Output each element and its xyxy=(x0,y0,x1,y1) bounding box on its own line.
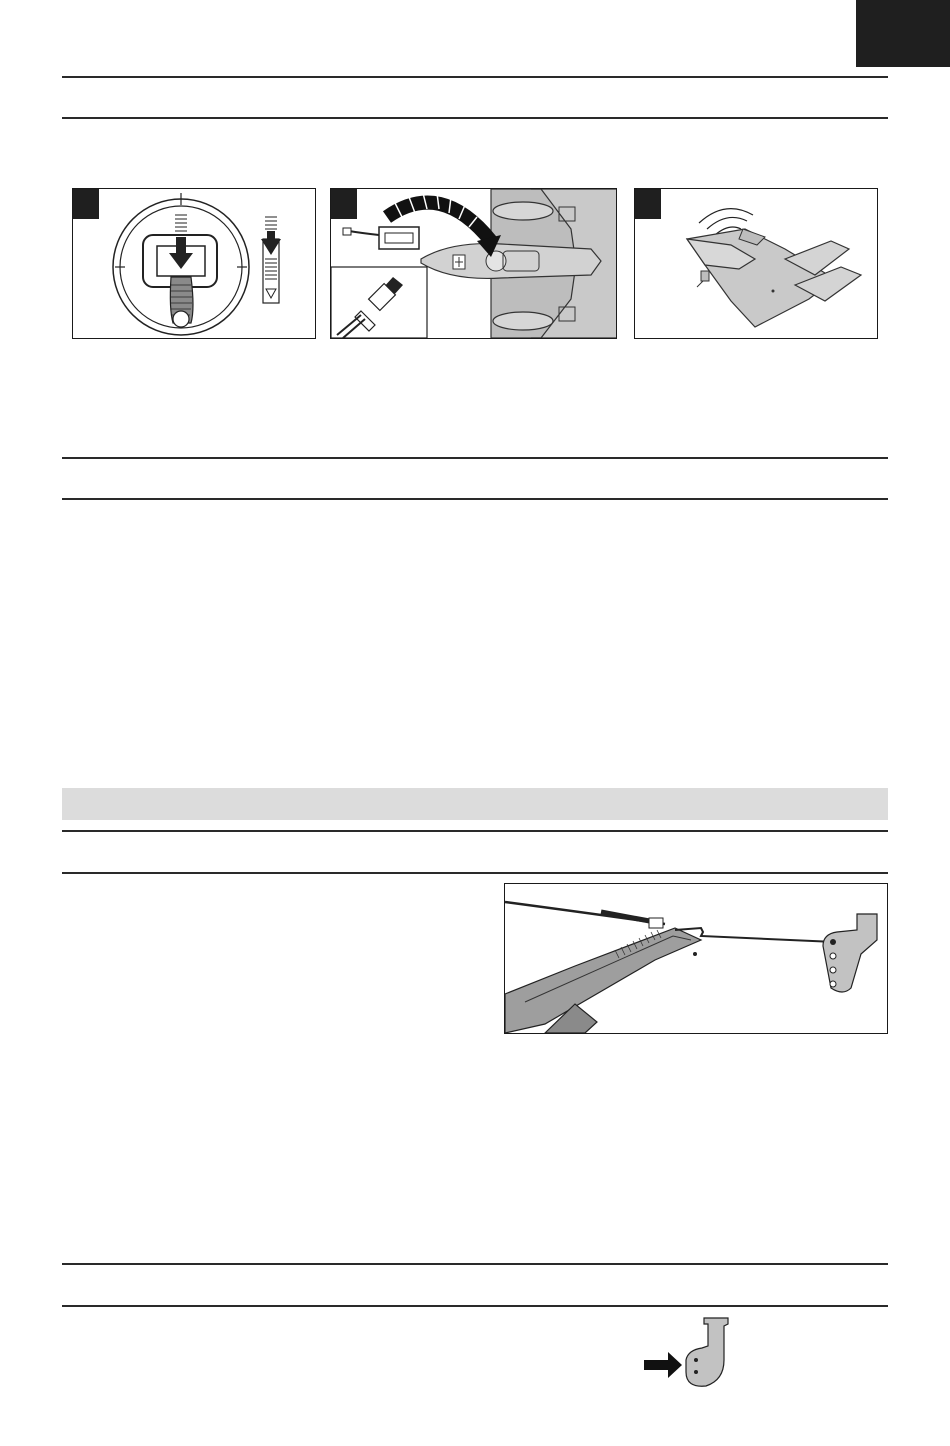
throttle-stick-down-icon xyxy=(73,189,315,338)
battery-install-icon xyxy=(331,189,616,338)
bind-aircraft-panel xyxy=(634,188,878,339)
section-band xyxy=(62,788,888,820)
section-rule-3-bottom xyxy=(62,872,888,874)
section-rule-4-bottom xyxy=(62,1305,888,1307)
section-rule-1-bottom xyxy=(62,117,888,119)
section-tab xyxy=(856,0,950,67)
section-rule-4-top xyxy=(62,1263,888,1265)
throttle-trim-panel xyxy=(72,188,316,339)
section-rule-2-top xyxy=(62,457,888,459)
battery-connect-panel xyxy=(330,188,617,339)
section-rule-2-bottom xyxy=(62,498,888,500)
aircraft-signal-icon xyxy=(635,189,877,338)
section-rule-3-top xyxy=(62,830,888,832)
linkage-figure xyxy=(504,883,888,1034)
pushrod-z-bend-icon xyxy=(505,884,887,1033)
control-horn-arrow-icon xyxy=(640,1316,750,1396)
section-rule-1-top xyxy=(62,76,888,78)
